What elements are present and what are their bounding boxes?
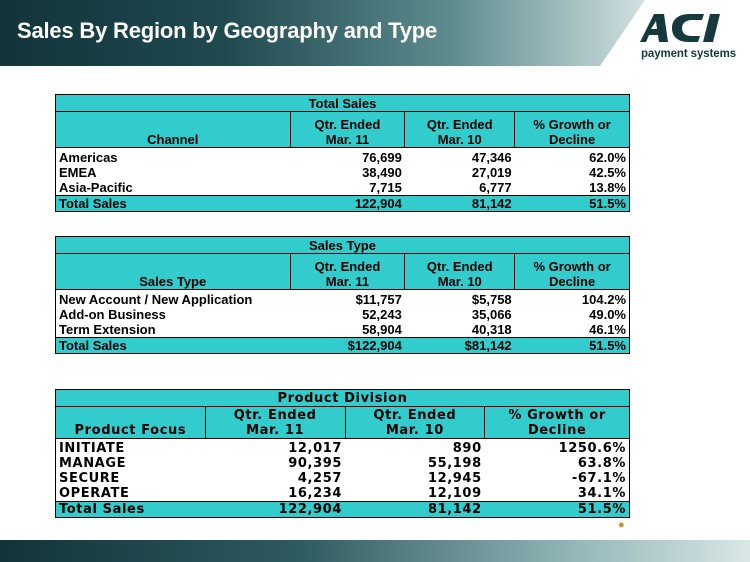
product-division-table [55, 389, 630, 518]
table-cell: 12,945 [345, 471, 485, 486]
table-cell: Total Sales [56, 196, 291, 212]
table-cell: 890 [345, 439, 485, 457]
table-cell: Americas [56, 148, 291, 166]
table-cell: 34.1% [485, 486, 630, 502]
table-cell: 4,257 [205, 471, 345, 486]
column-header: Channel [56, 112, 291, 148]
table-cell: Total Sales [56, 502, 206, 518]
table-row [56, 165, 630, 180]
table-cell: 58,904 [290, 322, 405, 338]
table-cell: New Account / New Application [56, 290, 291, 308]
table-cell: -67.1% [485, 471, 630, 486]
column-header: Qtr. Ended Mar. 10 [345, 407, 485, 439]
table-cell: $122,904 [290, 338, 405, 354]
table-row [56, 439, 630, 457]
table-cell: 35,066 [405, 307, 515, 322]
logo-letter-c [672, 14, 704, 42]
table-title: Product Division [56, 390, 630, 407]
table-row [56, 307, 630, 322]
table-cell: 46.1% [515, 322, 630, 338]
table-cell: SECURE [56, 471, 206, 486]
footer-bar [0, 540, 750, 562]
table-cell: 42.5% [515, 165, 630, 180]
table-cell: 81,142 [345, 502, 485, 518]
table-cell: 63.8% [485, 456, 630, 471]
table-row [56, 486, 630, 502]
table-cell: EMEA [56, 165, 291, 180]
table-cell: $5,758 [405, 290, 515, 308]
table-row [56, 290, 630, 308]
column-header: % Growth or Decline [485, 407, 630, 439]
total-row [56, 196, 630, 212]
table-cell: Term Extension [56, 322, 291, 338]
table-cell: Add-on Business [56, 307, 291, 322]
table-row [56, 456, 630, 471]
table-cell: 52,243 [290, 307, 405, 322]
table-cell: 76,699 [290, 148, 405, 166]
table-cell: 81,142 [405, 196, 515, 212]
column-header: Product Focus [56, 407, 206, 439]
column-header: Qtr. Ended Mar. 10 [405, 254, 515, 290]
table-cell: 40,318 [405, 322, 515, 338]
table-title: Sales Type [56, 237, 630, 254]
sales-type-table [55, 236, 630, 354]
table-cell: 13.8% [515, 180, 630, 196]
table-row [56, 471, 630, 486]
table-cell: 27,019 [405, 165, 515, 180]
table-cell: 104.2% [515, 290, 630, 308]
table-cell: 55,198 [345, 456, 485, 471]
column-header: Qtr. Ended Mar. 11 [205, 407, 345, 439]
table-cell: 7,715 [290, 180, 405, 196]
table-cell: INITIATE [56, 439, 206, 457]
table-cell: MANAGE [56, 456, 206, 471]
table-cell: 6,777 [405, 180, 515, 196]
column-header: Sales Type [56, 254, 291, 290]
table-cell: 12,017 [205, 439, 345, 457]
table-cell: 90,395 [205, 456, 345, 471]
table-cell: Asia-Pacific [56, 180, 291, 196]
table-cell: 122,904 [290, 196, 405, 212]
channel-sales-table [55, 94, 630, 212]
table-row [56, 180, 630, 196]
table-cell: 51.5% [515, 338, 630, 354]
page-title: Sales By Region by Geography and Type [17, 18, 438, 43]
table-cell: 51.5% [485, 502, 630, 518]
column-header: % Growth or Decline [515, 112, 630, 148]
column-header: Qtr. Ended Mar. 10 [405, 112, 515, 148]
column-header: Qtr. Ended Mar. 11 [290, 112, 405, 148]
total-row [56, 502, 630, 518]
table-row [56, 322, 630, 338]
table-cell: OPERATE [56, 486, 206, 502]
table-cell: Total Sales [56, 338, 291, 354]
logo-letter-i [703, 14, 720, 42]
table-cell: $81,142 [405, 338, 515, 354]
column-header: % Growth or Decline [515, 254, 630, 290]
table-cell: 47,346 [405, 148, 515, 166]
table-cell: 1250.6% [485, 439, 630, 457]
column-header: Qtr. Ended Mar. 11 [290, 254, 405, 290]
table-cell: 49.0% [515, 307, 630, 322]
table-cell: 16,234 [205, 486, 345, 502]
table-cell: 62.0% [515, 148, 630, 166]
table-cell: $11,757 [290, 290, 405, 308]
table-cell: 51.5% [515, 196, 630, 212]
total-row [56, 338, 630, 354]
table-cell: 38,490 [290, 165, 405, 180]
slide-marker-icon: ● [618, 519, 625, 531]
table-cell: 122,904 [205, 502, 345, 518]
table-cell: 12,109 [345, 486, 485, 502]
logo-subtitle: payment systems [641, 48, 737, 60]
table-title: Total Sales [56, 95, 630, 112]
table-row [56, 148, 630, 166]
